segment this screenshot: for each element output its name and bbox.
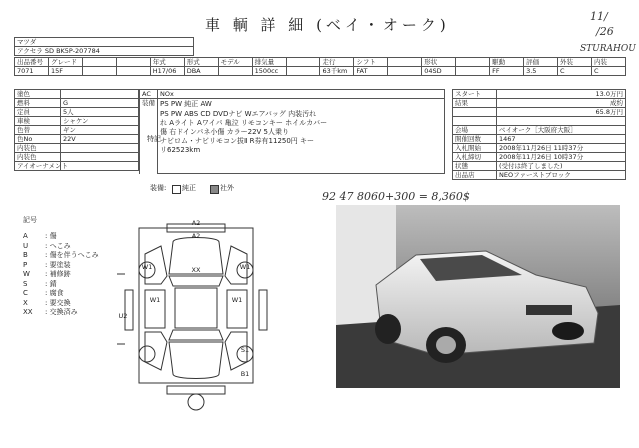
legend-item: [23, 270, 99, 280]
legend-item: [23, 308, 99, 318]
left-info-value: [61, 90, 139, 99]
left-info-row: [15, 108, 139, 117]
legend-code: A: [23, 232, 28, 240]
left-info-value: ギン: [61, 126, 139, 135]
right-info-value: NEOファーストブロック: [497, 171, 626, 180]
left-info-row: [15, 117, 139, 126]
left-info-value: シャケン: [61, 117, 139, 126]
left-info-row: [15, 153, 139, 162]
spec-header: 排気量: [252, 58, 286, 67]
legend-item: [23, 289, 99, 299]
spec-value: 7071: [15, 67, 49, 76]
legend-code: X: [23, 298, 28, 307]
car-damage-diagram: [115, 214, 277, 414]
spec-header: 年式: [150, 58, 184, 67]
spec-header: [82, 58, 116, 67]
spec-value: C: [558, 67, 592, 76]
spec-table: [14, 57, 626, 76]
mark-s1: S1: [240, 346, 250, 354]
model: アクセラ SD BK5P-207784: [15, 47, 194, 56]
spec-header: 駆動: [490, 58, 524, 67]
legend-code: XX: [23, 308, 33, 316]
left-info-value: G: [61, 99, 139, 108]
legend-desc: 腐食: [49, 289, 64, 297]
spec-value: [116, 67, 150, 76]
legend-separator: :: [45, 241, 50, 250]
right-info-label: 出品店: [453, 171, 497, 180]
left-info-label: 定員: [15, 108, 61, 117]
spec-header: 内装: [591, 58, 625, 67]
legend-item: [23, 242, 99, 252]
legend-code: U: [23, 241, 29, 250]
ac-value: AC: [140, 90, 158, 99]
right-info-row: [453, 171, 626, 180]
left-info-value: 22V: [61, 135, 139, 144]
right-info-row: [453, 135, 626, 144]
mark-a2-top: A2: [191, 219, 201, 227]
equip-label: 装備: [140, 99, 158, 174]
vehicle-photo: [336, 205, 620, 388]
equipment-note-line: 傷 右ドインパネ小傷 カラー22V 5人乗り: [160, 128, 289, 136]
legend-item: [23, 261, 99, 271]
spec-value: [82, 67, 116, 76]
right-info-table: [452, 89, 626, 180]
left-info-label: 色No: [15, 135, 61, 144]
mark-w1-left: W1: [149, 296, 161, 304]
legend-desc: 要交換: [49, 298, 71, 307]
legend-desc: 要塗装: [49, 260, 71, 269]
left-info-label: アイオーナメント: [15, 162, 61, 171]
spec-header: [116, 58, 150, 67]
legend-separator: :: [45, 270, 50, 278]
right-info-row: [453, 153, 626, 162]
spec-header: [388, 58, 422, 67]
right-info-row: [453, 99, 626, 108]
right-info-value: ベイオーク［大阪府大阪］: [497, 126, 626, 135]
left-info-row: [15, 126, 139, 135]
maker: マツダ: [15, 38, 194, 47]
spec-value: 15F: [48, 67, 82, 76]
legend-code: S: [23, 279, 28, 288]
right-info-value: 13.0万円: [497, 90, 626, 99]
spec-value: [388, 67, 422, 76]
legend-desc: 傷: [49, 232, 57, 240]
spec-header: 評価: [524, 58, 558, 67]
legend-code: C: [23, 289, 28, 297]
legend-separator: :: [45, 251, 50, 259]
spec-header: 外装: [558, 58, 592, 67]
spec-value: [218, 67, 252, 76]
mark-w1-front-right: W1: [239, 263, 251, 271]
right-info-row: [453, 144, 626, 153]
equipment-note-line: リ62523km: [160, 146, 201, 154]
mark-xx: XX: [191, 266, 201, 274]
legend-item: [23, 251, 99, 261]
legend-separator: :: [45, 260, 50, 269]
legend-desc: 傷を伴うへこみ: [49, 251, 99, 259]
genuine-checkbox[interactable]: [172, 185, 181, 194]
legend-item: [23, 232, 99, 242]
spec-header: [286, 58, 320, 67]
legend-desc: 錆: [49, 279, 57, 288]
equipment-note-line: ナビロム・ナビリモコン拔Ⅱ R券有11250円 キー: [160, 137, 315, 145]
left-info-value: [61, 153, 139, 162]
legend-desc: 補修跡: [49, 270, 71, 278]
right-info-label: 開催回数: [453, 135, 497, 144]
legend-code: P: [23, 260, 28, 269]
spec-value: DBA: [184, 67, 218, 76]
equipment-note-line: れ Aライト Aワイパ 亀泣 リモコンキー ホイルカバー: [160, 119, 328, 127]
right-info-value: (受付は終了しました): [497, 162, 626, 171]
nox-label: NOx: [158, 90, 445, 99]
spec-value: 63千km: [320, 67, 354, 76]
equipment-note-line: PS PW ABS CD DVDナビ Wエアバッグ 内装汚れ: [160, 110, 317, 118]
right-info-label: スタート: [453, 90, 497, 99]
left-info-label: 燃料: [15, 99, 61, 108]
left-info-value: [61, 144, 139, 153]
tokki-label: 特記: [147, 135, 161, 143]
spec-value: [286, 67, 320, 76]
right-info-label: 結果: [453, 99, 497, 108]
spec-header: シフト: [354, 58, 388, 67]
legend-desc: 交換済み: [49, 308, 78, 316]
legend-code: B: [23, 251, 28, 259]
right-info-label: 入札開始: [453, 144, 497, 153]
right-info-label: 入札締切: [453, 153, 497, 162]
spec-header: 形状: [422, 58, 456, 67]
right-info-row: [453, 126, 626, 135]
legend-title: 記号: [23, 216, 37, 224]
right-info-row: [453, 108, 626, 117]
spec-header: モデル: [218, 58, 252, 67]
left-info-label: 内装色: [15, 153, 61, 162]
legend-desc: へこみ: [49, 241, 71, 250]
left-info-row: [15, 99, 139, 108]
spec-value: C: [591, 67, 625, 76]
aftermarket-checkbox[interactable]: [210, 185, 219, 194]
spec-header: [456, 58, 490, 67]
legend-separator: :: [45, 232, 50, 240]
mark-a2-bottom: A2: [191, 232, 201, 240]
spec-value: 04SD: [422, 67, 456, 76]
mark-u2: U2: [118, 312, 128, 320]
right-info-row: [453, 162, 626, 171]
left-info-row: [15, 162, 139, 171]
right-info-label: 状態: [453, 162, 497, 171]
handwritten-date-top: 11/: [590, 10, 608, 23]
spec-value: FAT: [354, 67, 388, 76]
legend-separator: :: [45, 298, 50, 307]
mark-w1-right: W1: [231, 296, 243, 304]
mark-b1: B1: [240, 370, 250, 378]
right-info-value: 2008年11月26日 10時37分: [497, 153, 626, 162]
page-title: 車 輌 詳 細 (ベイ・オーク): [205, 16, 450, 34]
checkbox-group-label: 装備:: [150, 184, 167, 192]
right-info-label: 会場: [453, 126, 497, 135]
legend-separator: :: [45, 289, 50, 297]
left-info-value: [61, 162, 139, 171]
spec-header: 形式: [184, 58, 218, 67]
right-info-label: [453, 108, 497, 117]
left-info-row: [15, 144, 139, 153]
handwritten-price: 92 47 8060+300 = 8,360$: [322, 190, 470, 203]
right-info-row: [453, 90, 626, 99]
legend-separator: :: [45, 279, 50, 288]
aftermarket-label: 社外: [220, 184, 234, 192]
genuine-label: 純正: [182, 184, 196, 192]
left-info-label: 塗色: [15, 90, 61, 99]
legend-separator: :: [45, 308, 50, 316]
left-info-row: [15, 90, 139, 99]
handwritten-name: STURAHOU: [580, 44, 636, 54]
right-info-value: 65.8万円: [497, 108, 626, 117]
equipment-table: [139, 89, 445, 174]
spec-header: グレード: [48, 58, 82, 67]
handwritten-date-bottom: /26: [596, 25, 614, 38]
left-info-label: 色替: [15, 126, 61, 135]
spec-header: 走行: [320, 58, 354, 67]
mark-w1-front-left: W1: [141, 263, 153, 271]
spec-header: 出品番号: [15, 58, 49, 67]
legend-item: [23, 299, 99, 309]
spec-value: 3.5: [524, 67, 558, 76]
legend-list: [23, 232, 99, 318]
right-info-label: [453, 117, 497, 126]
right-info-row: [453, 117, 626, 126]
right-info-value: 2008年11月26日 11時37分: [497, 144, 626, 153]
left-info-row: [15, 135, 139, 144]
left-info-label: 内装色: [15, 144, 61, 153]
spec-value: H17/06: [150, 67, 184, 76]
header-table: [14, 37, 194, 56]
equip-line1: PS PW 純正 AW: [160, 100, 212, 108]
left-info-value: 5人: [61, 108, 139, 117]
spec-value: [456, 67, 490, 76]
right-info-value: 成約: [497, 99, 626, 108]
left-info-table: [14, 89, 139, 171]
left-info-label: 車検: [15, 117, 61, 126]
right-info-value: [497, 117, 626, 126]
legend-item: [23, 280, 99, 290]
spec-value: 1500cc: [252, 67, 286, 76]
legend-code: W: [23, 270, 30, 278]
right-info-value: 1467: [497, 135, 626, 144]
spec-value: FF: [490, 67, 524, 76]
